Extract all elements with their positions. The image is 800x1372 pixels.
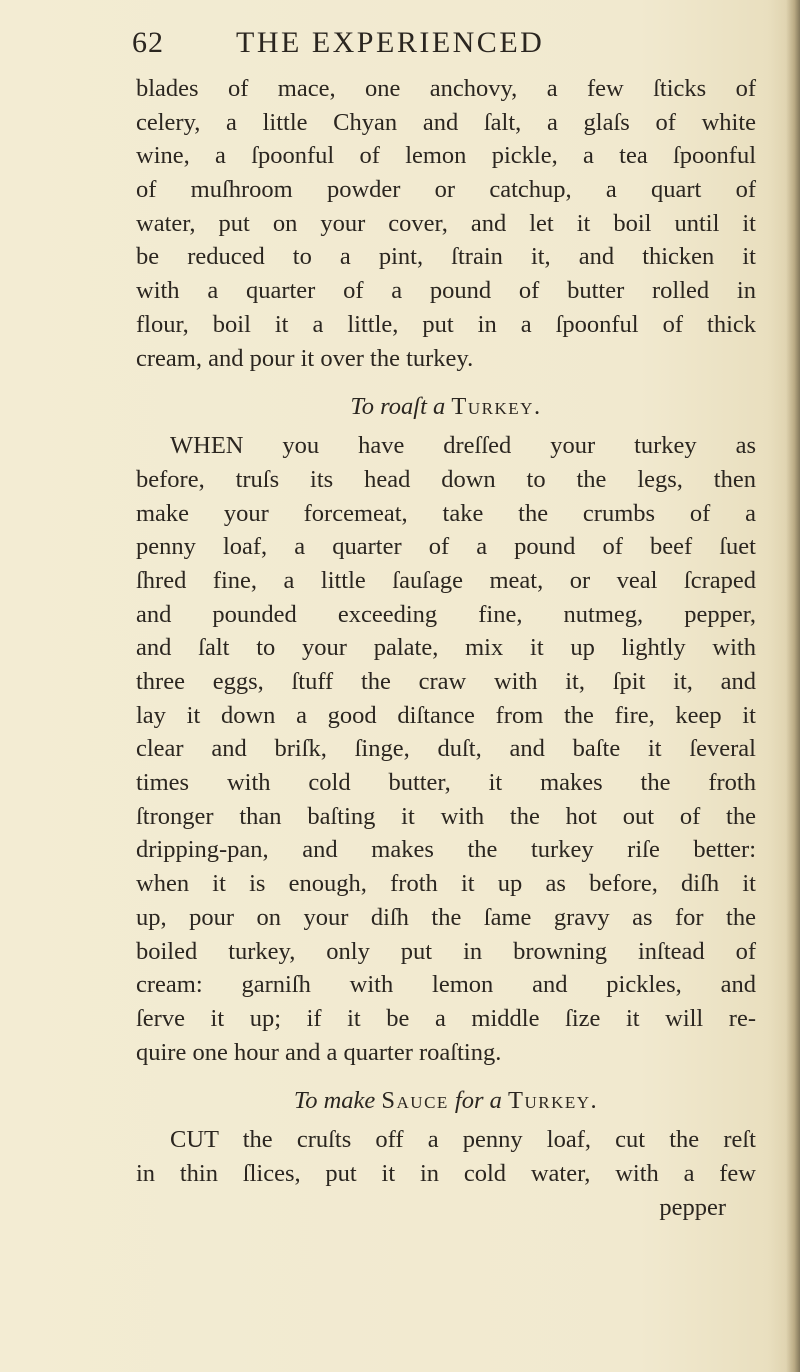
text-line: ſhred fine, a little ſauſage meat, or veal ſcraped [136,566,756,594]
text-body [136,72,756,1224]
text-line: before, truſs its head down to the legs, then [136,465,756,493]
running-head: THE EXPERIENCED [236,26,545,59]
text-line: in thin ſlices, put it in cold water, with a few [136,1159,756,1187]
text-line: of muſhroom powder or catchup, a quart of [136,176,756,204]
text-line: clear and briſk, ſinge, duſt, and baſte it ſeveral [136,735,756,763]
text-line: be reduced to a pint, ſtrain it, and thicken it [136,243,756,271]
text-line: three eggs, ſtuff the craw with it, ſpit it, and [136,668,756,695]
text-line: boiled turkey, only put in browning inſtead of [136,937,756,965]
text-line: celery, a little Chyan and ſalt, a glaſs of white [136,108,756,136]
paragraph-roast-turkey [136,429,756,1069]
text-line: blades of mace, one anchovy, a few ſticks of [136,75,756,102]
text-line: and pounded exceeding fine, nutmeg, pepper, [136,600,756,628]
text-line: quire one hour and a quarter roaſting. [136,1038,502,1066]
text-line: dripping-pan, and makes the turkey riſe better: [136,836,756,864]
text-line: WHEN you have dreſſed your turkey as [170,432,756,460]
text-line: up, pour on your diſh the ſame gravy as for the [136,903,756,931]
text-line: CUT the cruſts off a penny loaf, cut the reſt [170,1126,756,1154]
text-line: water, put on your cover, and let it boil until it [136,209,756,237]
paragraph-turkey-sauce [136,1123,756,1190]
text-line: cream, and pour it over the turkey. [136,344,474,372]
recipe-heading-turkey-sauce [136,1079,756,1123]
text-line: make your forcemeat, take the crumbs of a [136,499,756,527]
text-line: when it is enough, froth it up as before, diſh it [136,870,756,898]
text-line: ſtronger than baſting it with the hot out of the [136,802,756,830]
heading-small-caps: Turkey. [508,1087,599,1115]
text-line: penny loaf, a quarter of a pound of beef ſuet [136,533,756,561]
catchword: pepper [659,1193,726,1221]
text-line: flour, boil it a little, put in a ſpoonful of thick [136,310,756,338]
recipe-heading-roast-turkey [136,385,756,429]
page-edge-shadow [786,0,800,1372]
paragraph-gravy-continued [136,72,756,375]
heading-small-caps: Sauce [381,1087,449,1115]
text-line: ſerve it up; if it be a middle ſize it will re- [136,1004,756,1032]
heading-italic: for a [454,1087,502,1115]
text-line: and ſalt to your palate, mix it up lightly with [136,634,756,662]
text-line: wine, a ſpoonful of lemon pickle, a tea ſpoonful [136,142,756,170]
heading-small-caps: Turkey. [451,393,542,421]
heading-italic: To roaſt a [350,393,446,421]
text-line: cream: garniſh with lemon and pickles, and [136,971,756,999]
page-header [132,26,652,66]
page-number: 62 [132,26,164,59]
text-line: lay it down a good diſtance from the fire, keep it [136,701,756,729]
heading-italic: To make [293,1087,376,1115]
text-line: with a quarter of a pound of butter rolled in [136,277,756,305]
text-line: times with cold butter, it makes the froth [136,769,756,797]
